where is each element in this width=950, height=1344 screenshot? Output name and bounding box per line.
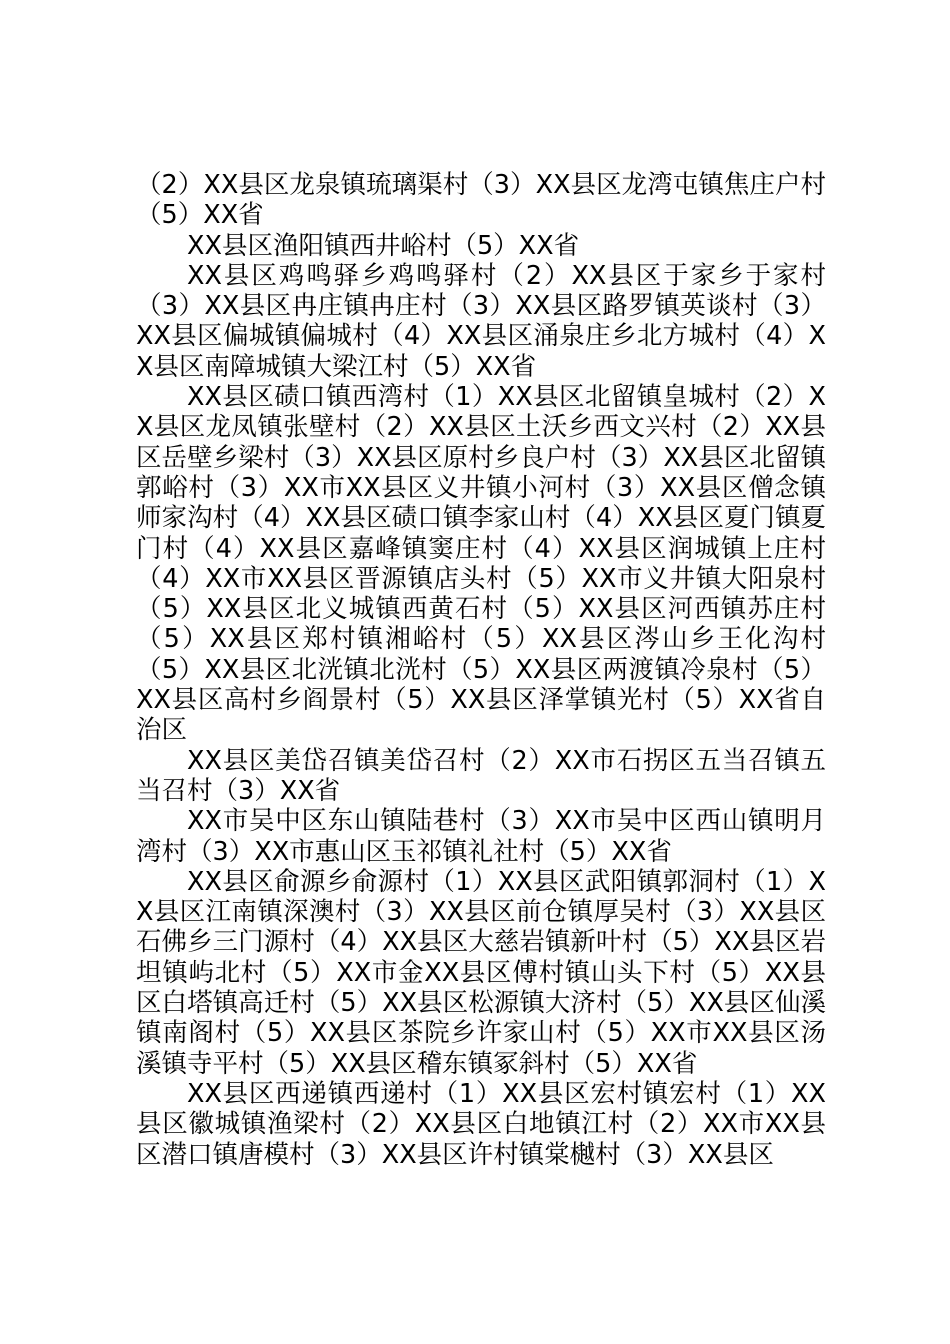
paragraph-5: XX县区美岱召镇美岱召村（2）XX市石拐区五当召镇五当召村（3）XX省 bbox=[136, 745, 826, 806]
document-body bbox=[136, 170, 826, 1170]
paragraph-3: XX县区鸡鸣驿乡鸡鸣驿村（2）XX县区于家乡于家村（3）XX县区冉庄镇冉庄村（3）XX县区路罗镇英谈村（3）XX县区偏城镇偏城村（4）XX县区涌泉庄乡北方城村（4）XX县区南障城镇大梁江村（5）XX省 bbox=[136, 260, 826, 382]
paragraph-4: XX县区碛口镇西湾村（1）XX县区北留镇皇城村（2）XX县区龙凤镇张壁村（2）XX县区土沃乡西文兴村（2）XX县区岳壁乡梁村（3）XX县区原村乡良户村（3）XX县区北留镇郭峪村（3）XX市XX县区义井镇小河村（3）XX县区僧念镇师家沟村（4）XX县区碛口镇李家山村（4）XX县区夏门镇夏门村（4）XX县区嘉峰镇窦庄村（4）XX县区润城镇上庄村（4）XX市XX县区晋源镇店头村（5）XX市义井镇大阳泉村（5）XX县区北义城镇西黄石村（5）XX县区河西镇苏庄村（5）XX县区郑村镇湘峪村（5）XX县区涔山乡王化沟村（5）XX县区北洸镇北洸村（5）XX县区两渡镇冷泉村（5）XX县区高村乡阎景村（5）XX县区泽掌镇光村（5）XX省自治区 bbox=[136, 382, 826, 746]
paragraph-7: XX县区俞源乡俞源村（1）XX县区武阳镇郭洞村（1）XX县区江南镇深澳村（3）XX县区前仓镇厚吴村（3）XX县区石佛乡三门源村（4）XX县区大慈岩镇新叶村（5）XX县区岩坦镇屿北村（5）XX市金XX县区傅村镇山头下村（5）XX县区白塔镇高迁村（5）XX县区松源镇大济村（5）XX县区仙溪镇南阁村（5）XX县区茶院乡许家山村（5）XX市XX县区汤溪镇寺平村（5）XX县区稽东镇冢斜村（5）XX省 bbox=[136, 866, 826, 1079]
paragraph-2: XX县区渔阳镇西井峪村（5）XX省 bbox=[187, 230, 580, 261]
paragraph-8: XX县区西递镇西递村（1）XX县区宏村镇宏村（1）XX县区徽城镇渔梁村（2）XX县区白地镇江村（2）XX市XX县区潜口镇唐模村（3）XX县区许村镇棠樾村（3）XX县区 bbox=[136, 1078, 826, 1170]
paragraph-1: （2）XX县区龙泉镇琉璃渠村（3）XX县区龙湾屯镇焦庄户村（5）XX省 bbox=[136, 170, 826, 231]
paragraph-6: XX市吴中区东山镇陆巷村（3）XX市吴中区西山镇明月湾村（3）XX市惠山区玉祁镇礼社村（5）XX省 bbox=[136, 806, 826, 867]
